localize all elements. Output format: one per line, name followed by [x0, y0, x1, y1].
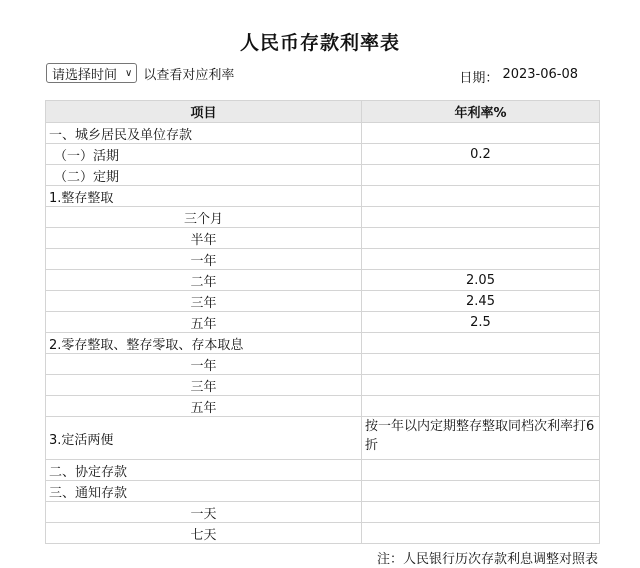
time-select[interactable]	[46, 63, 137, 83]
table-header-row	[46, 101, 600, 123]
table-row	[46, 312, 600, 333]
row-rate: 0.2	[362, 144, 600, 165]
table-row	[46, 228, 600, 249]
row-rate	[362, 396, 600, 417]
row-rate	[362, 502, 600, 523]
row-rate: 按一年以内定期整存整取同档次利率打6折	[362, 417, 600, 460]
date-display	[459, 67, 578, 86]
row-item: 二、协定存款	[46, 460, 362, 481]
date-label: 日期：	[459, 71, 499, 86]
table-row	[46, 354, 600, 375]
row-item: 一、城乡居民及单位存款	[46, 123, 362, 144]
table-row	[46, 291, 600, 312]
row-item: 三年	[46, 291, 362, 312]
date-value: 2023-06-08	[502, 67, 578, 82]
row-item: 三个月	[46, 207, 362, 228]
row-item: 一天	[46, 502, 362, 523]
footnote: 注：人民银行历次存款利息调整对照表	[376, 552, 598, 567]
table-row	[46, 144, 600, 165]
row-rate	[362, 333, 600, 354]
row-item: （二）定期	[46, 165, 362, 186]
row-rate	[362, 460, 600, 481]
row-rate: 2.05	[362, 270, 600, 291]
row-rate: 2.45	[362, 291, 600, 312]
row-rate	[362, 186, 600, 207]
row-item: 二年	[46, 270, 362, 291]
row-item: 1.整存整取	[46, 186, 362, 207]
row-item: 五年	[46, 312, 362, 333]
header-rate: 年利率%	[362, 101, 600, 123]
row-rate	[362, 228, 600, 249]
table-row	[46, 249, 600, 270]
table-row	[46, 502, 600, 523]
table-row	[46, 333, 600, 354]
row-item: 半年	[46, 228, 362, 249]
table-row	[46, 123, 600, 144]
table-row	[46, 523, 600, 544]
row-rate	[362, 207, 600, 228]
row-rate	[362, 165, 600, 186]
row-rate	[362, 375, 600, 396]
row-rate	[362, 354, 600, 375]
row-item: 2.零存整取、整存零取、存本取息	[46, 333, 362, 354]
row-rate	[362, 523, 600, 544]
row-item: 五年	[46, 396, 362, 417]
table-row	[46, 207, 600, 228]
row-rate: 2.5	[362, 312, 600, 333]
row-rate	[362, 123, 600, 144]
table-row	[46, 165, 600, 186]
rate-table-body	[46, 123, 600, 544]
date-selector-bar	[46, 63, 234, 83]
row-item: 3.定活两便	[46, 417, 362, 460]
rate-table	[45, 100, 600, 544]
table-row	[46, 270, 600, 291]
table-row	[46, 417, 600, 460]
table-row	[46, 481, 600, 502]
header-item: 项目	[46, 101, 362, 123]
row-rate	[362, 249, 600, 270]
page-title: 人民币存款利率表	[239, 32, 400, 54]
table-row	[46, 460, 600, 481]
time-select-value: 请选择时间	[52, 67, 118, 83]
row-item: 三、通知存款	[46, 481, 362, 502]
chevron-down-icon: ∨	[125, 67, 133, 79]
row-item: 一年	[46, 354, 362, 375]
row-item: （一）活期	[46, 144, 362, 165]
row-item: 七天	[46, 523, 362, 544]
row-item: 三年	[46, 375, 362, 396]
table-row	[46, 186, 600, 207]
row-item: 一年	[46, 249, 362, 270]
table-row	[46, 375, 600, 396]
select-hint: 以查看对应利率	[143, 67, 235, 83]
row-rate	[362, 481, 600, 502]
table-row	[46, 396, 600, 417]
